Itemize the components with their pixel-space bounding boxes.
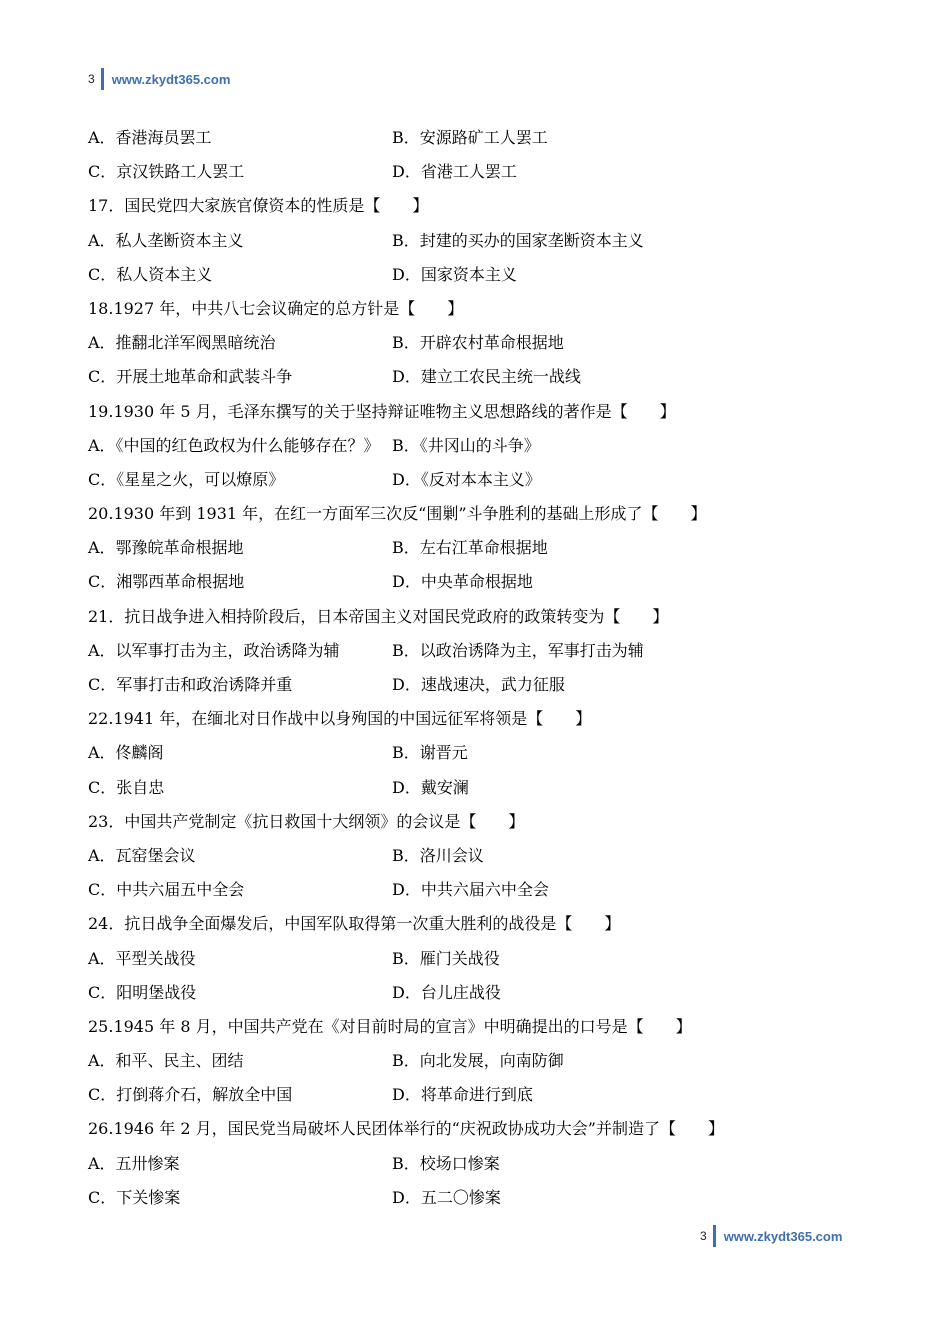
option-c: C．张自忠 — [88, 777, 165, 797]
question-stem: 18.1927 年，中共八七会议确定的总方针是【 】 — [88, 298, 464, 318]
question-20 — [88, 502, 868, 605]
options-row — [88, 365, 868, 399]
question-list — [88, 126, 868, 1220]
option-a: A．五卅惨案 — [88, 1153, 180, 1173]
option-b: B．谢晋元 — [392, 743, 468, 763]
options-row — [88, 878, 868, 912]
question-stem: 24．抗日战争全面爆发后，中国军队取得第一次重大胜利的战役是【 】 — [88, 914, 621, 934]
option-d: D．国家资本主义 — [392, 264, 517, 284]
options-row — [88, 263, 868, 297]
question-26 — [88, 1117, 868, 1220]
question-19 — [88, 400, 868, 503]
question-stem: 26.1946 年 2 月，国民党当局破坏人民团体举行的“庆祝政协成功大会”并制造了【 】 — [88, 1119, 724, 1139]
options-row — [88, 639, 868, 673]
option-c: C．下关惨案 — [88, 1187, 181, 1207]
page-footer — [700, 1225, 842, 1247]
page-header — [88, 68, 230, 90]
option-a: A．私人垄断资本主义 — [88, 230, 244, 250]
option-c: C．私人资本主义 — [88, 264, 213, 284]
option-a: A．佟麟阁 — [88, 743, 164, 763]
options-row — [88, 468, 868, 502]
option-b: B．安源路矿工人罢工 — [392, 128, 548, 147]
option-b: B．左右江革命根据地 — [392, 538, 548, 558]
option-a: A．香港海员罢工 — [88, 128, 212, 147]
question-stem: 17．国民党四大家族官僚资本的性质是【 】 — [88, 196, 429, 216]
option-a: A．平型关战役 — [88, 948, 196, 968]
option-c: C．军事打击和政治诱降并重 — [88, 675, 293, 694]
option-d: D．中共六届六中全会 — [392, 880, 549, 900]
option-d: D．速战速决，武力征服 — [392, 675, 565, 694]
option-c: C．开展土地革命和武装斗争 — [88, 367, 293, 387]
option-b: B．开辟农村革命根据地 — [392, 333, 564, 353]
option-b: B．《井冈山的斗争》 — [392, 435, 540, 455]
options-row — [88, 844, 868, 878]
option-b: B．以政治诱降为主，军事打击为辅 — [392, 640, 644, 660]
option-d: D．省港工人罢工 — [392, 162, 517, 182]
option-c: C．京汉铁路工人罢工 — [88, 162, 245, 182]
question-17 — [88, 194, 868, 297]
options-row — [88, 126, 868, 160]
options-row — [88, 570, 868, 604]
options-row — [88, 434, 868, 468]
footer-site-link[interactable]: www.zkydt365.com — [723, 1228, 843, 1244]
question-stem: 23．中国共产党制定《抗日救国十大纲领》的会议是【 】 — [88, 811, 525, 831]
footer-divider — [713, 1225, 716, 1247]
option-d: D．台儿庄战役 — [392, 982, 501, 1002]
question-stem: 22.1941 年，在缅北对日作战中以身殉国的中国远征军将领是【 】 — [88, 709, 592, 729]
question-23 — [88, 810, 868, 913]
option-d: D．《反对本本主义》 — [392, 469, 541, 489]
options-row — [88, 673, 868, 707]
footer-page-number: 3 — [700, 1229, 707, 1243]
options-row — [88, 229, 868, 263]
options-row — [88, 1152, 868, 1186]
option-a: A．鄂豫皖革命根据地 — [88, 538, 244, 558]
options-row — [88, 536, 868, 570]
option-c: C．打倒蒋介石，解放全中国 — [88, 1085, 293, 1105]
header-site-link[interactable]: www.zkydt365.com — [111, 71, 231, 87]
question-22 — [88, 707, 868, 810]
options-row — [88, 776, 868, 810]
question-stem: 19.1930 年 5 月，毛泽东撰写的关于坚持辩证唯物主义思想路线的著作是【 】 — [88, 401, 676, 421]
options-row — [88, 1083, 868, 1117]
option-c: C．中共六届五中全会 — [88, 880, 245, 900]
options-row — [88, 1049, 868, 1083]
option-d: D．将革命进行到底 — [392, 1085, 533, 1105]
option-c: C．《星星之火，可以燎原》 — [88, 469, 285, 489]
option-d: D．五二〇惨案 — [392, 1187, 501, 1207]
question-24 — [88, 912, 868, 1015]
header-page-number: 3 — [88, 72, 95, 86]
option-d: D．戴安澜 — [392, 777, 469, 797]
option-c: C．湘鄂西革命根据地 — [88, 572, 245, 592]
question-stem: 25.1945 年 8 月，中国共产党在《对目前时局的宣言》中明确提出的口号是【 】 — [88, 1016, 692, 1036]
header-divider — [101, 68, 104, 90]
option-d: D．建立工农民主统一战线 — [392, 367, 581, 387]
option-a: A．推翻北洋军阀黑暗统治 — [88, 333, 276, 353]
question-16 — [88, 126, 868, 194]
option-a: A．瓦窑堡会议 — [88, 845, 196, 865]
option-a: A．以军事打击为主，政治诱降为辅 — [88, 640, 340, 660]
option-c: C．阳明堡战役 — [88, 982, 197, 1002]
option-b: B．封建的买办的国家垄断资本主义 — [392, 230, 644, 250]
question-21 — [88, 605, 868, 708]
options-row — [88, 741, 868, 775]
question-25 — [88, 1015, 868, 1118]
question-stem: 20.1930 年到 1931 年，在红一方面军三次反“围剿”斗争胜利的基础上形成了【 】 — [88, 504, 707, 524]
option-b: B．校场口惨案 — [392, 1153, 500, 1173]
question-stem: 21．抗日战争进入相持阶段后，日本帝国主义对国民党政府的政策转变为【 】 — [88, 606, 669, 626]
question-18 — [88, 297, 868, 400]
options-row — [88, 331, 868, 365]
option-b: B．雁门关战役 — [392, 948, 500, 968]
options-row — [88, 160, 868, 194]
option-a: A．和平、民主、团结 — [88, 1051, 244, 1071]
option-a: A．《中国的红色政权为什么能够存在？》 — [88, 435, 380, 455]
option-d: D．中央革命根据地 — [392, 572, 533, 592]
option-b: B．向北发展，向南防御 — [392, 1051, 564, 1071]
options-row — [88, 1186, 868, 1220]
options-row — [88, 981, 868, 1015]
options-row — [88, 947, 868, 981]
option-b: B．洛川会议 — [392, 845, 484, 865]
